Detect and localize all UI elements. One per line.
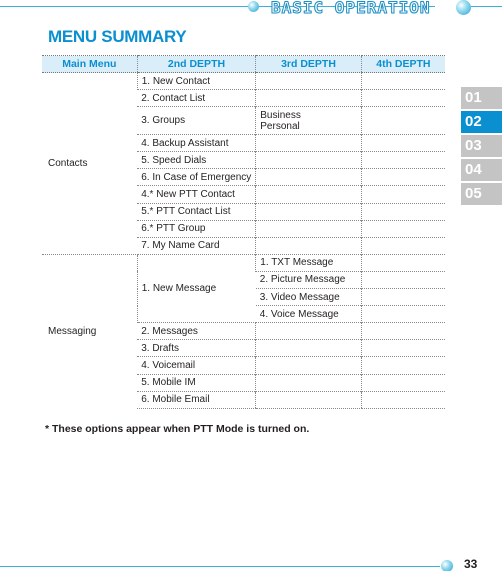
submenu-item: Business (260, 109, 301, 121)
submenu-item: 3. Video Message (256, 289, 361, 306)
empty-cell (256, 340, 361, 357)
header-3rd-depth: 3rd DEPTH (256, 56, 361, 73)
chapter-tab-05[interactable]: 05 (461, 183, 502, 205)
page-number: 33 (464, 557, 478, 571)
empty-cell (256, 186, 361, 203)
main-menu-contacts: Contacts (42, 73, 137, 255)
chapter-tab-03[interactable]: 03 (461, 135, 502, 157)
chapter-tab-02[interactable]: 02 (461, 111, 502, 133)
page-title: MENU SUMMARY (48, 27, 187, 46)
empty-cell (256, 152, 361, 169)
chapter-tabs (461, 87, 502, 207)
empty-cell (361, 374, 445, 391)
empty-cell (361, 289, 445, 306)
menu-item: 3. Drafts (137, 340, 256, 357)
menu-item: 5.* PTT Contact List (137, 203, 256, 220)
section-title: BASIC OPERATION (271, 0, 431, 17)
footnote: * These options appear when PTT Mode is turned on. (45, 423, 310, 435)
menu-item: 7. My Name Card (137, 237, 256, 254)
empty-cell (361, 203, 445, 220)
submenu-item: 2. Picture Message (256, 271, 361, 288)
menu-item: 6. Mobile Email (137, 391, 256, 408)
menu-item: 1. New Contact (137, 73, 256, 90)
empty-cell (256, 237, 361, 254)
header-orb-icon (456, 0, 471, 15)
empty-cell (361, 135, 445, 152)
empty-cell (256, 169, 361, 186)
menu-item: 1. New Message (137, 254, 256, 322)
menu-item: 3. Groups (137, 107, 256, 135)
empty-cell (256, 323, 361, 340)
groups-submenu (256, 107, 361, 135)
menu-item: 2. Contact List (137, 90, 256, 107)
menu-item: 4. Voicemail (137, 357, 256, 374)
empty-cell (361, 306, 445, 323)
table-header-row (42, 56, 445, 73)
menu-item: 5. Mobile IM (137, 374, 256, 391)
empty-cell (361, 90, 445, 107)
footer-rule (0, 566, 440, 567)
header-main-menu: Main Menu (42, 56, 137, 73)
submenu-item: 4. Voice Message (256, 306, 361, 323)
submenu-item: Personal (260, 120, 300, 132)
empty-cell (361, 152, 445, 169)
menu-item: 6.* PTT Group (137, 220, 256, 237)
empty-cell (361, 107, 445, 135)
header-4th-depth: 4th DEPTH (361, 56, 445, 73)
empty-cell (256, 391, 361, 408)
empty-cell (361, 254, 445, 271)
empty-cell (361, 357, 445, 374)
empty-cell (361, 323, 445, 340)
main-menu-messaging: Messaging (42, 254, 137, 408)
empty-cell (256, 220, 361, 237)
menu-item: 4. Backup Assistant (137, 135, 256, 152)
chapter-tab-04[interactable]: 04 (461, 159, 502, 181)
table-row (42, 73, 445, 90)
empty-cell (361, 271, 445, 288)
empty-cell (256, 374, 361, 391)
empty-cell (361, 186, 445, 203)
chapter-tab-01[interactable]: 01 (461, 87, 502, 109)
header-bullet-icon (248, 1, 259, 12)
menu-summary-table (42, 55, 445, 409)
table-row (42, 254, 445, 271)
menu-item: 4.* New PTT Contact (137, 186, 256, 203)
empty-cell (361, 169, 445, 186)
empty-cell (256, 357, 361, 374)
empty-cell (256, 203, 361, 220)
header-rule-right (471, 6, 502, 7)
header-2nd-depth: 2nd DEPTH (137, 56, 256, 73)
empty-cell (256, 90, 361, 107)
empty-cell (361, 237, 445, 254)
empty-cell (361, 391, 445, 408)
empty-cell (361, 220, 445, 237)
submenu-item: 1. TXT Message (256, 254, 361, 271)
empty-cell (256, 73, 361, 90)
empty-cell (361, 340, 445, 357)
menu-item: 5. Speed Dials (137, 152, 256, 169)
empty-cell (361, 73, 445, 90)
empty-cell (256, 135, 361, 152)
footer-bullet-icon (441, 560, 453, 571)
menu-item: 6. In Case of Emergency (137, 169, 256, 186)
menu-item: 2. Messages (137, 323, 256, 340)
